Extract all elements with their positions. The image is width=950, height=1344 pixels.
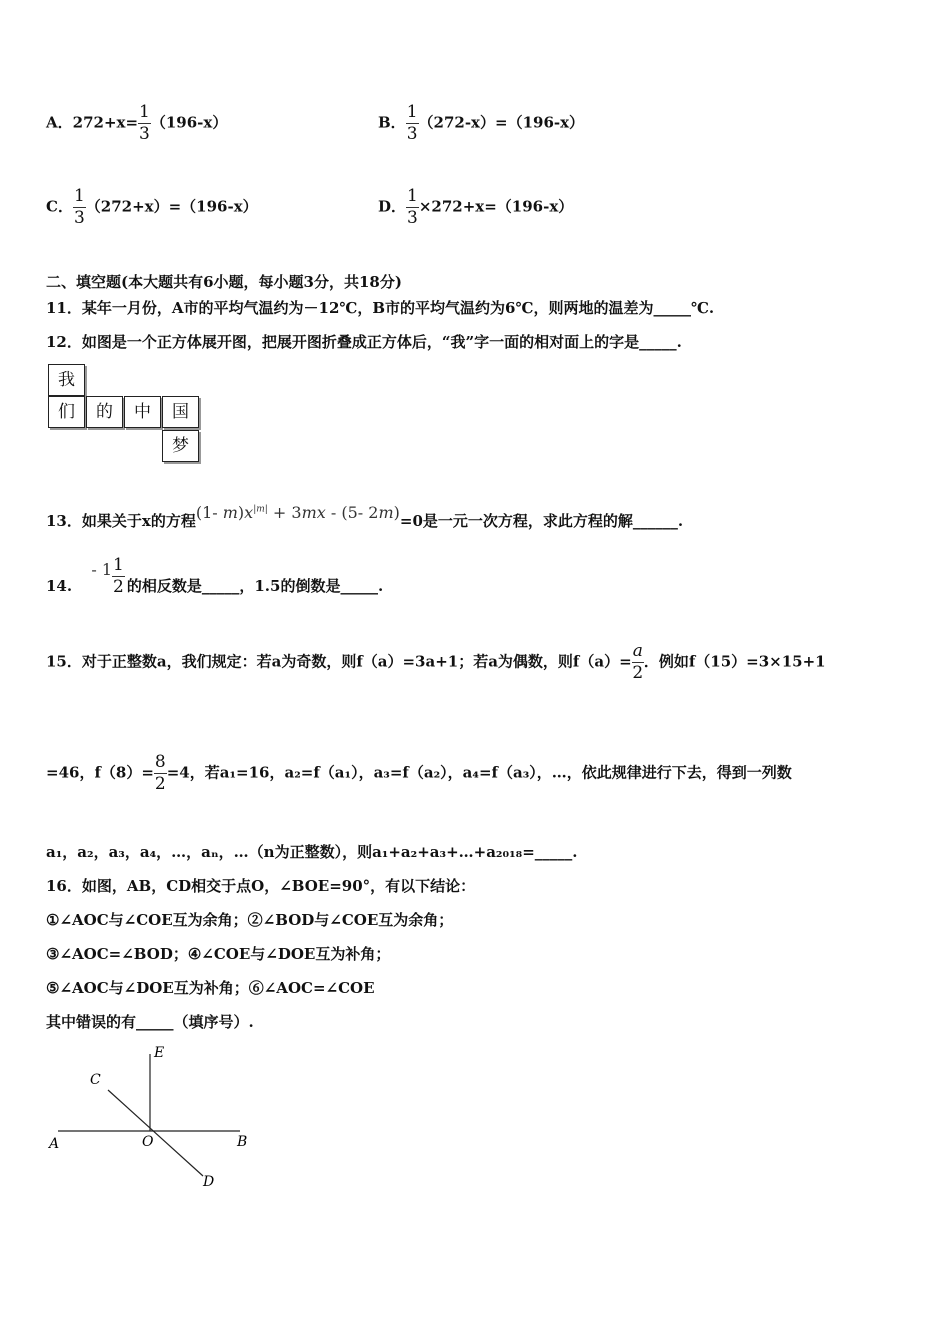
question-16-line-4: ⑤∠AOC与∠DOE互为补角；⑥∠AOC=∠COE (46, 979, 375, 997)
option-b-post: （272-x）=（196-x） (418, 113, 585, 132)
cube-net-cell: 梦 (162, 430, 199, 462)
question-14-number: 14. (46, 577, 73, 595)
question-16-line-5: 其中错误的有_____（填序号）. (46, 1013, 254, 1031)
question-16-line-1: 16．如图，AB，CD相交于点O，∠BOE=90°，有以下结论： (46, 877, 476, 895)
question-16-line-2: ①∠AOC与∠COE互为余角；②∠BOD与∠COE互为余角； (46, 911, 454, 929)
question-15-line-2-pre: =46，f（8）= (46, 763, 154, 782)
label-d: D (203, 1174, 215, 1190)
label-o: O (142, 1134, 154, 1150)
option-a-pre: 272+x= (72, 113, 139, 132)
option-d-post: ×272+x=（196-x） (418, 197, 574, 216)
option-a (46, 104, 227, 143)
option-d-fraction: $\frac{1}{3}$ (407, 186, 418, 228)
option-d-label: D． (378, 197, 407, 216)
question-14-post: 的相反数是_____，1.5的倒数是_____. (126, 577, 384, 595)
question-12: 12．如图是一个正方体展开图，把展开图折叠成正方体后，“我”字一面的相对面上的字是_____. (46, 333, 682, 351)
cube-net-cell: 我 (48, 364, 85, 396)
label-e: E (154, 1045, 165, 1061)
question-13-post: =0是一元一次方程，求此方程的解______. (399, 512, 684, 530)
question-15-fraction-8: $\frac{8}{2}$ (154, 752, 166, 794)
option-c-fraction: $\frac{1}{3}$ (73, 186, 85, 228)
question-11: 11．某年一月份，A市的平均气温约为－12℃，B市的平均气温约为6℃，则两地的温差为_____℃. (46, 299, 715, 317)
question-15-line-1 (46, 643, 826, 682)
question-15-fraction-a: $\frac{a}{2}$ (632, 641, 644, 683)
question-13 (46, 502, 684, 530)
cube-net-cell: 们 (48, 396, 85, 428)
cube-net-cell: 的 (86, 396, 123, 428)
question-15-line-1-pre: 15．对于正整数a，我们规定：若a为奇数，则f（a）=3a+1；若a为偶数，则f（a）= (46, 652, 632, 671)
option-a-label: A． (46, 113, 73, 132)
question-14-fraction: $\frac{1}{2}$ (113, 555, 124, 597)
angle-figure (40, 1040, 270, 1200)
question-15-line-1-post: ．例如f（15）=3×15+1 (643, 652, 826, 671)
option-c-post: （272+x）=（196-x） (85, 197, 258, 216)
question-15-line-2 (46, 754, 792, 793)
question-13-pre: 13．如果关于x的方程 (46, 512, 196, 530)
label-b: B (237, 1134, 248, 1150)
option-b-label: B． (378, 113, 406, 132)
question-14-whole: - 1 (91, 560, 113, 579)
option-a-post: （196-x） (150, 113, 228, 132)
option-a-fraction: $\frac{1}{3}$ (139, 102, 150, 144)
option-b-fraction: $\frac{1}{3}$ (406, 102, 418, 144)
question-15-line-3: a₁，a₂，a₃，a₄，…，aₙ，…（n为正整数），则a₁+a₂+a₃+…+a₂₀₁₈=_____. (46, 843, 578, 861)
option-b (378, 104, 584, 143)
cube-net-cell: 国 (162, 396, 199, 428)
question-14 (46, 555, 384, 597)
option-d (378, 188, 573, 227)
option-c (46, 188, 258, 227)
question-16-line-3: ③∠AOC=∠BOD；④∠COE与∠DOE互为补角； (46, 945, 391, 963)
question-13-formula: (1- $m)x^{|m|} + 3mx - (5-$ 2m) (195, 503, 400, 522)
cube-net-cell: 中 (124, 396, 161, 428)
label-c: C (90, 1072, 101, 1088)
label-a: A (49, 1136, 60, 1152)
line-cd (108, 1090, 203, 1176)
section-heading: 二、填空题(本大题共有6小题，每小题3分，共18分) (46, 273, 402, 291)
option-c-label: C． (46, 197, 73, 216)
question-15-line-2-post: =4，若a₁=16，a₂=f（a₁），a₃=f（a₂），a₄=f（a₃），…，依此规律进行下去，得到一列数 (166, 763, 792, 782)
